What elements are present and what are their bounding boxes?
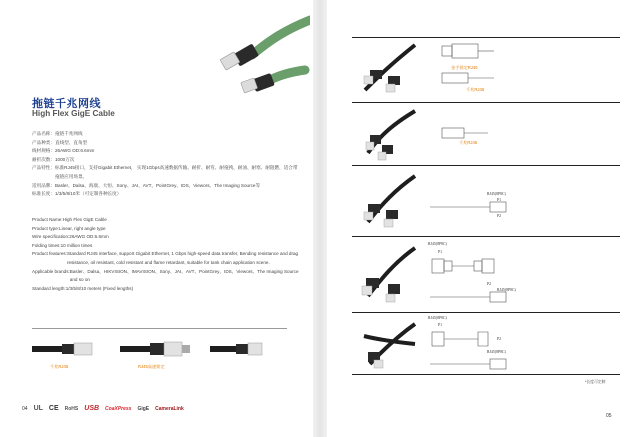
cable-drawing-4a: [430, 255, 510, 277]
row-divider: [352, 374, 620, 375]
rj45-pair-photo: [210, 334, 288, 366]
diagram-label: RJ45(8P8C): [428, 242, 447, 246]
cable-photo-5: [360, 316, 420, 372]
cameralink-logo: CameraLink: [155, 405, 184, 412]
cable-drawing-3: [430, 200, 510, 214]
cable-photo-4: [360, 240, 420, 308]
diagram-label: RJ45(8P8C): [428, 316, 447, 320]
customization-note: *长度可定制: [585, 380, 606, 384]
diagram-label: P2: [487, 282, 492, 286]
hero-cable-image: [190, 0, 310, 110]
ul-logo: UL: [33, 405, 43, 412]
usb-logo: USB: [84, 405, 100, 412]
diagram-label: P2: [497, 214, 502, 218]
spec-row: Product type: Linear, right angle type: [32, 225, 106, 231]
spec-chinese: [32, 130, 302, 199]
cable-photo-1: [360, 40, 420, 100]
row-divider: [352, 102, 620, 103]
title-chinese: 拖链千兆网线: [32, 98, 101, 110]
cable-drawing-4b: [430, 290, 510, 304]
footer-logos: [22, 405, 184, 412]
spec-row: 耐折次数： 1000万次: [32, 156, 75, 162]
connector-drawing-1: [440, 40, 495, 62]
coaxpress-logo: CoaXPress: [105, 405, 132, 412]
diagram-label: P1: [438, 323, 443, 327]
spec-row: Wire specification: 26AWG OD:6.6mm: [32, 234, 109, 240]
spec-row: 线材规格： 26AWG OD:6.6mm: [32, 148, 95, 154]
row-caption: 千兆RJ45: [466, 87, 485, 92]
spec-row: Product Name: High Flex GigE Cable: [32, 217, 107, 222]
spec-row: Applicable brands: Basler、Dalsa、HIKVISION、IMAVISION、Sony、JAI、AVT、PointGrey、IDS、Viewors、The Imaging Source and so on: [32, 268, 299, 283]
gige-logo: GigE: [137, 405, 150, 412]
diagram-label: RJ45(8P8C): [487, 350, 506, 354]
row-caption: 金手锁定RJ45: [451, 65, 478, 70]
spec-row: Product features: Standard RJ45 interface, support Gigabit Ethernet, 1 Gbps high-speed data transfer, Bending resistance and drag resistance, oil resistant, cold resistant and flame retardant, suitable for tank chain application scene.: [32, 251, 299, 265]
spec-row: 产品名称： 拖链千兆网线: [32, 131, 83, 136]
page-number: 04: [22, 405, 28, 412]
rj45-locking-photo: [120, 334, 195, 366]
spec-row: 产品种类： 直线型、直角型: [32, 139, 88, 145]
row-caption: 千兆RJ45: [459, 140, 478, 145]
cable-photo-2: [360, 105, 420, 163]
cable-photo-3: [360, 170, 420, 232]
row-divider: [352, 165, 620, 166]
diagram-label: P1: [438, 250, 443, 254]
spec-row: Folding times: 10 million times: [32, 242, 93, 248]
diagram-label: RJ45(8P8C): [497, 288, 516, 292]
connector-drawing-2: [440, 70, 495, 86]
diagram-label: P1: [497, 198, 502, 202]
spec-row: 适用品牌： Basler、Dalsa、海康、大恒、Sony、JAI、AVT、PointGrey、IDS、Viewors、The Imaging Source等: [32, 182, 261, 188]
row-divider: [352, 37, 620, 38]
row-divider: [352, 312, 620, 313]
spec-row: 标准长度： 1/3/5/8/10米（可定制各种长度）: [32, 191, 122, 197]
diagram-label: P2: [497, 337, 502, 341]
rohs-logo: RoHS: [64, 405, 79, 412]
left-page: [0, 0, 313, 437]
connector-drawing-3: [440, 126, 490, 140]
book-gutter: [313, 0, 327, 437]
page-number: 05: [606, 413, 612, 419]
ce-logo: CE: [48, 405, 59, 412]
diagram-label: RJ45(8P8C): [487, 192, 506, 196]
spec-row: 产品特性： 标准RJ45接口，支持Gigabit Ethernet， 实现1Gbps高速数据传输。耐折、耐弯、耐拖拽、耐油、耐寒、耐阻燃，适合带拖链应用场景。: [32, 165, 298, 179]
photo-caption: 千兆RJ45: [50, 364, 69, 369]
section-divider: [32, 328, 287, 329]
cable-drawing-5b: [430, 357, 510, 371]
row-divider: [352, 236, 620, 237]
photo-caption: RJ45高速锁定: [138, 364, 165, 369]
title-english: High Flex GigE Cable: [32, 109, 115, 118]
spec-row: Standard length: 1/3/5/8/10 meters (Fixed lengths): [32, 285, 134, 291]
spec-english: [32, 216, 307, 293]
rj45-cable-photo: [32, 334, 102, 366]
